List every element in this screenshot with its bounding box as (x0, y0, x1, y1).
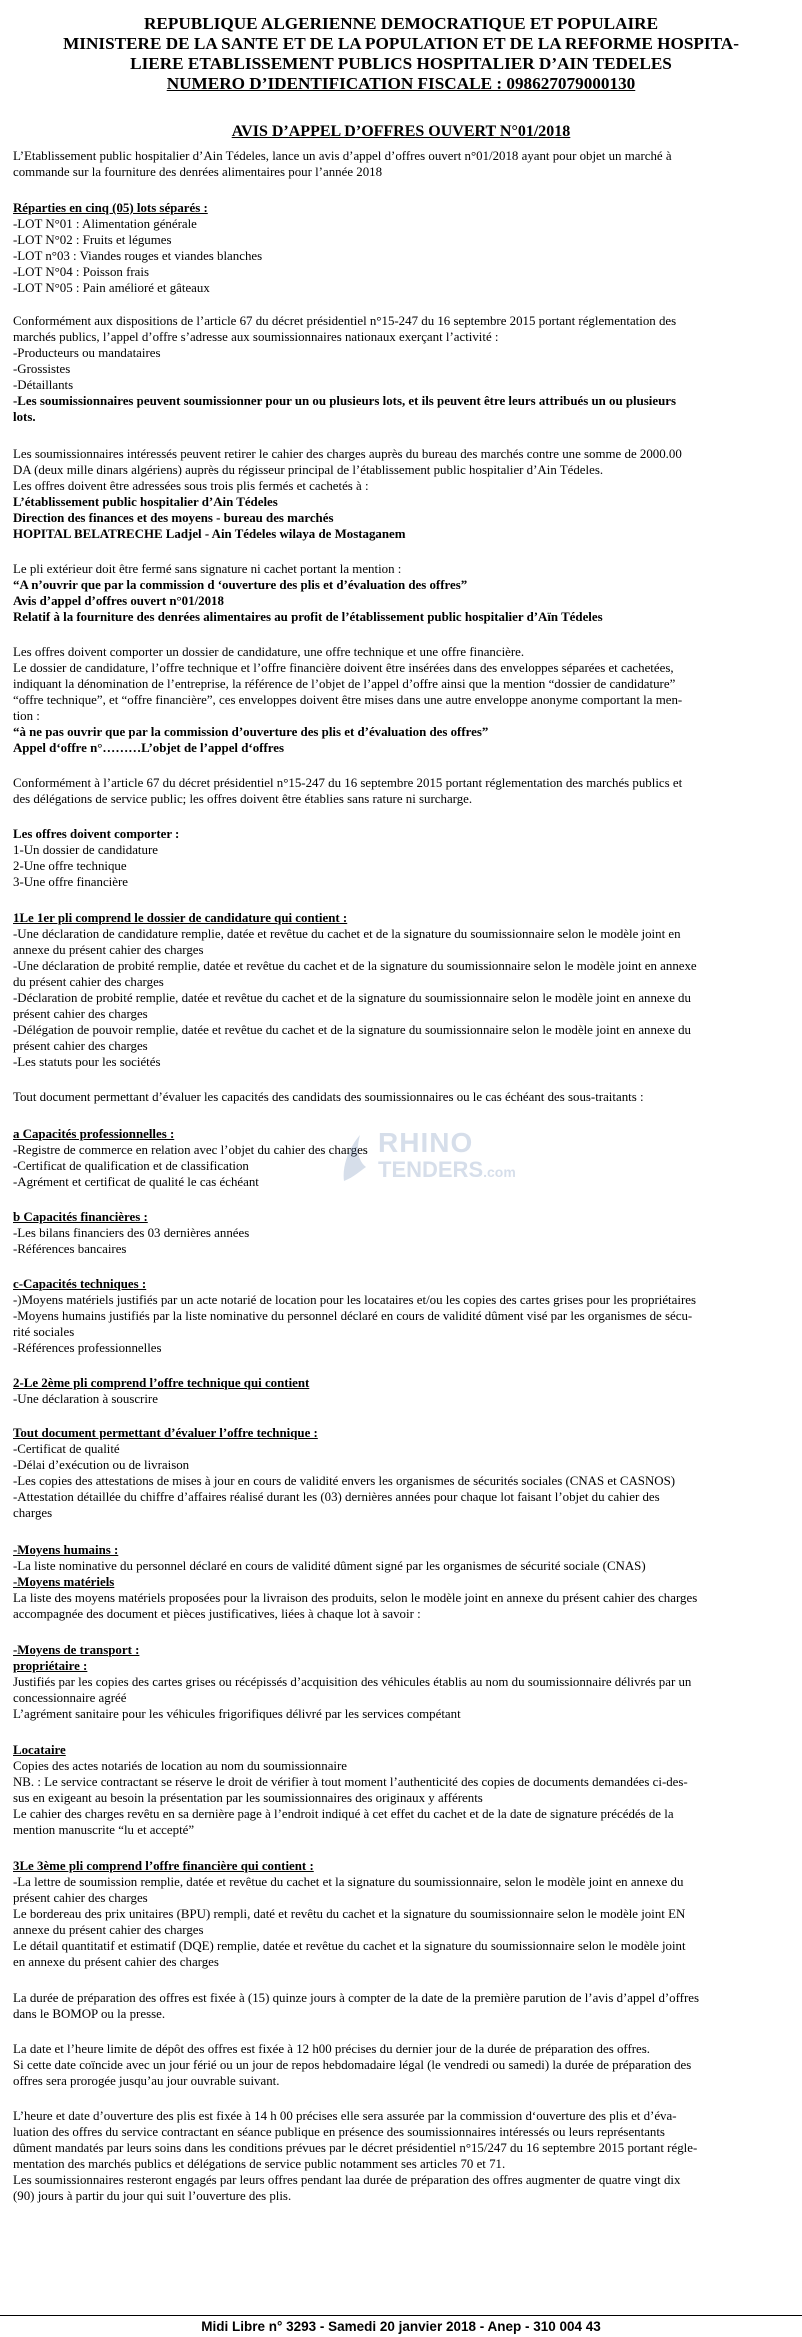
rhino-tenders-watermark (338, 1127, 548, 1193)
body-line: en annexe du présent cahier des charges (13, 1955, 219, 1969)
body-line: -Les copies des attestations de mises à jour en cours de validité envers les organismes de sécurités sociales (CNAS et CASNOS) (13, 1474, 676, 1488)
body-line: -)Moyens matériels justifiés par un acte notarié de location pour les locataires et/ou les copies des cartes grises pour les propriétaires (13, 1293, 696, 1307)
body-line: 3Le 3ème pli comprend l’offre financière qui contient : (13, 1859, 314, 1873)
body-line: mention manuscrite “lu et accepté” (13, 1823, 195, 1837)
body-line: Les offres doivent comporter un dossier de candidature, une offre technique et une offre financière. (13, 645, 525, 659)
body-line: -Moyens humains justifiés par la liste nominative du personnel déclaré en cours de validité dûment visé par les organismes de sécu- (13, 1309, 693, 1323)
body-line: dans le BOMOP ou la presse. (13, 2007, 166, 2021)
body-line: tion : (13, 709, 40, 723)
body-line: -Détaillants (13, 378, 74, 392)
body-line: “à ne pas ouvrir que par la commission d’ouverture des plis et d’évaluation des offres” (13, 725, 489, 739)
body-line: 3-Une offre financière (13, 875, 128, 889)
body-line: L’Etablissement public hospitalier d’Ain Tédeles, lance un avis d’appel d’offres ouvert n°01/2018 ayant pour objet un marché à (13, 149, 672, 163)
body-line: -Les statuts pour les sociétés (13, 1055, 161, 1069)
body-line: annexe du présent cahier des charges (13, 1923, 204, 1937)
body-line: annexe du présent cahier des charges (13, 943, 204, 957)
body-line: c-Capacités techniques : (13, 1277, 147, 1291)
body-line: charges (13, 1506, 53, 1520)
body-line: -LOT N°04 : Poisson frais (13, 265, 149, 279)
body-line: Direction des finances et des moyens - bureau des marchés (13, 511, 334, 525)
body-line: Le bordereau des prix unitaires (BPU) rempli, daté et revêtu du cachet et la signature du soumissionnaire selon le modèle joint EN (13, 1907, 686, 1921)
body-line: -LOT N°02 : Fruits et légumes (13, 233, 172, 247)
body-line: commande sur la fourniture des denrées alimentaires pour l’année 2018 (13, 165, 383, 179)
body-line: b Capacités financières : (13, 1210, 148, 1224)
body-line: marchés publics, l’appel d’offre s’adresse aux soumissionnaires nationaux exerçant l’activité : (13, 330, 499, 344)
body-line: Le détail quantitatif et estimatif (DQE) remplie, datée et revêtue du cachet et la signature du soumissionnaire selon le modèle joint (13, 1939, 686, 1953)
body-line: -Une déclaration de candidature remplie, datée et revêtue du cachet et de la signature du soumissionnaire selon le modèle joint en (13, 927, 681, 941)
body-line: -Grossistes (13, 362, 71, 376)
body-line: L’établissement public hospitalier d’Ain Tédeles (13, 495, 278, 509)
body-line: -La lettre de soumission remplie, datée et revêtue du cachet et la signature du soumissionnaire, selon le modèle joint en annexe du (13, 1875, 684, 1889)
body-line: -Agrément et certificat de qualité le cas échéant (13, 1175, 259, 1189)
body-line: 2-Une offre technique (13, 859, 127, 873)
body-line: “A n’ouvrir que par la commission d ‘ouverture des plis et d’évaluation des offres” (13, 578, 468, 592)
body-line: présent cahier des charges (13, 1891, 148, 1905)
body-line: -Certificat de qualité (13, 1442, 120, 1456)
body-line: Justifiés par les copies des cartes grises ou récépissés d’acquisition des véhicules établis au nom du soumissionnaire délivrés par un (13, 1675, 692, 1689)
header-ministry: MINISTERE DE LA SANTE ET DE LA POPULATION ET DE LA REFORME HOSPITA- (63, 34, 739, 53)
body-line: dûment mandatés par leurs soins dans les conditions prévues par le décret présidentiel n°15/247 du 16 septembre 2015 portant régle- (13, 2141, 698, 2155)
body-line: -Moyens humains : (13, 1543, 119, 1557)
body-line: -Déclaration de probité remplie, datée et revêtue du cachet et de la signature du soumissionnaire selon le modèle joint en annexe du (13, 991, 691, 1005)
body-line: HOPITAL BELATRECHE Ladjel - Ain Tédeles wilaya de Mostaganem (13, 527, 406, 541)
body-line: NB. : Le service contractant se réserve le droit de vérifier à tout moment l’authenticité des copies de documents demandées ci-des- (13, 1775, 688, 1789)
header-establishment: LIERE ETABLISSEMENT PUBLICS HOSPITALIER D’AIN TEDELES (130, 54, 672, 73)
body-line: La durée de préparation des offres est fixée à (15) quinze jours à compter de la date de la première parution de l’avis d’appel d’offres (13, 1991, 700, 2005)
body-line: Les soumissionnaires resteront engagés par leurs offres pendant laa durée de préparation des offres augmenter de quatre vingt dix (13, 2173, 681, 2187)
body-line: L’heure et date d’ouverture des plis est fixée à 14 h 00 précises elle sera assurée par la commission d‘ouverture des plis et d’éva- (13, 2109, 677, 2123)
body-line: La liste des moyens matériels proposées pour la livraison des produits, selon le modèle joint en annexe du présent cahier des charges (13, 1591, 698, 1605)
body-line: -Délégation de pouvoir remplie, datée et revêtue du cachet et de la signature du soumissionnaire selon le modèle joint en annexe du (13, 1023, 691, 1037)
rhino-logo-icon (338, 1127, 372, 1187)
body-line: -La liste nominative du personnel déclaré en cours de validité dûment signé par les organismes de sécurité sociale (CNAS) (13, 1559, 646, 1573)
body-line: présent cahier des charges (13, 1039, 148, 1053)
body-line: -Registre de commerce en relation avec l’objet du cahier des charges (13, 1143, 368, 1157)
body-line: des délégations de service public; les offres doivent être établies sans rature ni surcharge. (13, 792, 473, 806)
body-line: Tout document permettant d’évaluer l’offre technique : (13, 1426, 318, 1440)
body-line: Le cahier des charges revêtu en sa dernière page à l’endroit indiqué à cet effet du cachet et de la date de signature précédés de la (13, 1807, 674, 1821)
body-line: -LOT N°01 : Alimentation générale (13, 217, 197, 231)
body-line: -Références professionnelles (13, 1341, 162, 1355)
body-line: Copies des actes notariés de location au nom du soumissionnaire (13, 1759, 348, 1773)
body-line: Réparties en cinq (05) lots séparés : (13, 201, 208, 215)
body-line: -Certificat de qualification et de classification (13, 1159, 249, 1173)
body-line: -Une déclaration de probité remplie, datée et revêtue du cachet et de la signature du soumissionnaire selon le modèle joint en annexe (13, 959, 697, 973)
body-line: -Moyens de transport : (13, 1643, 140, 1657)
body-line: (90) jours à partir du jour qui suit l’ouverture des plis. (13, 2189, 292, 2203)
body-line: Locataire (13, 1743, 66, 1757)
body-line: -Les soumissionnaires peuvent soumissionner pour un ou plusieurs lots, et ils peuvent être leurs attribués un ou plusieurs (13, 394, 677, 408)
body-line: Conformément à l’article 67 du décret présidentiel n°15-247 du 16 septembre 2015 portant réglementation des marchés publics et (13, 776, 683, 790)
watermark-line2: TENDERS.com (378, 1157, 516, 1182)
body-line: propriétaire : (13, 1659, 88, 1673)
body-line: rité sociales (13, 1325, 75, 1339)
body-line: accompagnée des document et pièces justificatives, liées à chaque lot à savoir : (13, 1607, 421, 1621)
footer-publication: Midi Libre n° 3293 - Samedi 20 janvier 2018 - Anep - 310 004 43 (201, 2319, 601, 2334)
body-line: -LOT N°05 : Pain amélioré et gâteaux (13, 281, 210, 295)
body-line: La date et l’heure limite de dépôt des offres est fixée à 12 h00 précises du dernier jour de la durée de préparation des offres. (13, 2042, 650, 2056)
body-line: Les soumissionnaires intéressés peuvent retirer le cahier des charges auprès du bureau des marchés contre une somme de 2000.00 (13, 447, 682, 461)
body-line: -Producteurs ou mandataires (13, 346, 161, 360)
body-line: indiquant la dénomination de l’entreprise, la référence de l’objet de l’appel d’offre ainsi que la mention “dossier de candidature” (13, 677, 676, 691)
footer-rule (0, 2315, 802, 2316)
body-line: Les offres doivent comporter : (13, 827, 180, 841)
body-line: Le dossier de candidature, l’offre technique et l’offre financière doivent être insérées dans des enveloppes séparées et cachetées, (13, 661, 674, 675)
body-line: 2-Le 2ème pli comprend l’offre technique qui contient (13, 1376, 310, 1390)
body-line: Conformément aux dispositions de l’article 67 du décret présidentiel n°15-247 du 16 septembre 2015 portant réglementation des (13, 314, 677, 328)
watermark-line1: RHINO (378, 1127, 474, 1158)
body-line: Tout document permettant d’évaluer les capacités des candidats des soumissionnaires ou le cas échéant des sous-traitants : (13, 1090, 644, 1104)
header-tax-id: NUMERO D’IDENTIFICATION FISCALE : 098627079000130 (166, 74, 636, 93)
body-line: 1Le 1er pli comprend le dossier de candidature qui contient : (13, 911, 348, 925)
body-line: mentation des marchés publics et délégations de service public notamment ses articles 70 et 71. (13, 2157, 506, 2171)
body-line: Les offres doivent être adressées sous trois plis fermés et cachetés à : (13, 479, 369, 493)
body-line: -Une déclaration à souscrire (13, 1392, 158, 1406)
body-line: offres sera prorogée jusqu’au jour ouvrable suivant. (13, 2074, 280, 2088)
body-line: lots. (13, 410, 36, 424)
body-line: Relatif à la fourniture des denrées alimentaires au profit de l’établissement public hospitalier d’Aïn Tédeles (13, 610, 603, 624)
notice-title: AVIS D’APPEL D’OFFRES OUVERT N°01/2018 (231, 123, 571, 140)
body-line: -Attestation détaillée du chiffre d’affaires réalisé durant les (03) dernières années pour chaque lot faisant l’objet du cahier des (13, 1490, 660, 1504)
body-line: sus en exigeant au besoin la présentation par les soumissionnaires des originaux y afférents (13, 1791, 483, 1805)
body-line: concessionnaire agréé (13, 1691, 127, 1705)
body-line: -Délai d’exécution ou de livraison (13, 1458, 190, 1472)
body-line: présent cahier des charges (13, 1007, 148, 1021)
body-line: DA (deux mille dinars algériens) auprès du régisseur principal de l’établissement public hospitalier d’Ain Tédeles. (13, 463, 604, 477)
body-line: Avis d’appel d’offres ouvert n°01/2018 (13, 594, 224, 608)
header-republic: REPUBLIQUE ALGERIENNE DEMOCRATIQUE ET POPULAIRE (143, 14, 659, 33)
body-line: du présent cahier des charges (13, 975, 164, 989)
body-line: “offre technique”, et “offre financière”, ces enveloppes doivent être mises dans une autre enveloppe anonyme comportant la men- (13, 693, 683, 707)
body-line: L’agrément sanitaire pour les véhicules frigorifiques délivré par les services compétant (13, 1707, 461, 1721)
body-line: -Moyens matériels (13, 1575, 115, 1589)
body-line: -LOT n°03 : Viandes rouges et viandes blanches (13, 249, 263, 263)
body-line: -Références bancaires (13, 1242, 127, 1256)
body-line: 1-Un dossier de candidature (13, 843, 158, 857)
body-line: -Les bilans financiers des 03 dernières années (13, 1226, 250, 1240)
body-line: Si cette date coïncide avec un jour férié ou un jour de repos hebdomadaire légal (le vendredi ou samedi) la durée de préparation des (13, 2058, 692, 2072)
body-line: Appel d‘offre n°………L’objet de l’appel d‘offres (13, 741, 284, 755)
body-line: a Capacités professionnelles : (13, 1127, 175, 1141)
body-line: luation des offres du service contractant en séance publique en présence des soumissionnaires intéressés ou leurs représentants (13, 2125, 665, 2139)
body-line: Le pli extérieur doit être fermé sans signature ni cachet portant la mention : (13, 562, 402, 576)
